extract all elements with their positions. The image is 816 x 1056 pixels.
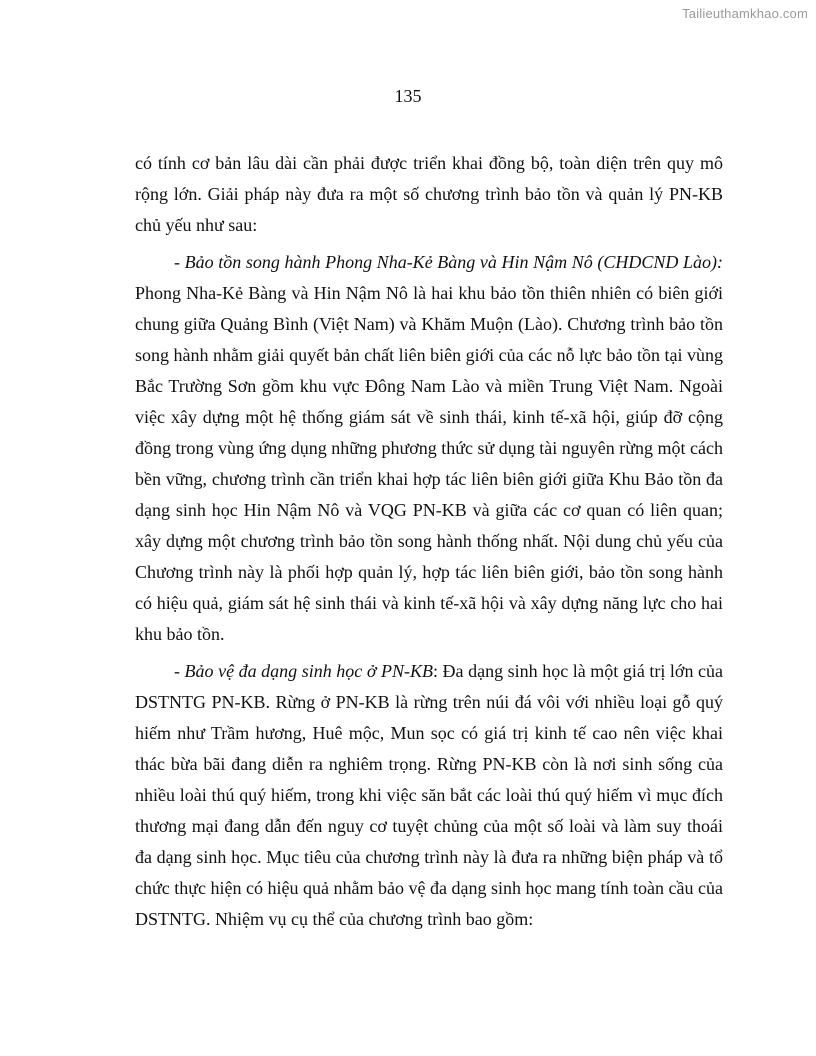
- paragraph-heading: - Bảo tồn song hành Phong Nha-Kẻ Bàng và Hin Nậm Nô (CHDCND Lào):: [174, 252, 723, 272]
- page-number: 135: [394, 86, 422, 106]
- paragraph-heading: - Bảo vệ đa dạng sinh học ở PN-KB: [174, 661, 433, 681]
- paragraph-parallel-conservation: [135, 247, 723, 650]
- paragraph-intro: [135, 148, 723, 241]
- paragraph-text: có tính cơ bản lâu dài cần phải được triển khai đồng bộ, toàn diện trên quy mô rộng lớn. Giải pháp này đưa ra một số chương trình bảo tồn và quản lý PN-KB chủ yếu như sau:: [135, 153, 723, 235]
- paragraph-text: : Đa dạng sinh học là một giá trị lớn của DSTNTG PN-KB. Rừng ở PN-KB là rừng trên núi đá vôi với nhiều loại gỗ quý hiếm như Trầm hương, Huê mộc, Mun sọc có giá trị kinh tế cao nên việc khai thác bừa bãi đang diễn ra nghiêm trọng. Rừng PN-KB còn là nơi sinh sống của nhiều loài thú quý hiếm, trong khi việc săn bắt các loài thú quý hiếm vì mục đích thương mại đang dẫn đến nguy cơ tuyệt chủng của một số loài và làm suy thoái đa dạng sinh học. Mục tiêu của chương trình này là đưa ra những biện pháp và tổ chức thực hiện có hiệu quả nhằm bảo vệ đa dạng sinh học mang tính toàn cầu của DSTNTG. Nhiệm vụ cụ thể của chương trình bao gồm:: [135, 661, 723, 929]
- paragraph-text: Phong Nha-Kẻ Bàng và Hin Nậm Nô là hai khu bảo tồn thiên nhiên có biên giới chung giữa Quảng Bình (Việt Nam) và Khăm Muộn (Lào). Chương trình bảo tồn song hành nhằm giải quyết bản chất liên biên giới của các nỗ lực bảo tồn tại vùng Bắc Trường Sơn gồm khu vực Đông Nam Lào và miền Trung Việt Nam. Ngoài việc xây dựng một hệ thống giám sát về sinh thái, kinh tế-xã hội, giúp đỡ cộng đồng trong vùng ứng dụng những phương thức sử dụng tài nguyên rừng một cách bền vững, chương trình cần triển khai hợp tác liên biên giới giữa Khu Bảo tồn đa dạng sinh học Hin Nậm Nô và VQG PN-KB và giữa các cơ quan có liên quan; xây dựng một chương trình bảo tồn song hành thống nhất. Nội dung chủ yếu của Chương trình này là phối hợp quản lý, hợp tác liên biên giới, bảo tồn song hành có hiệu quả, giám sát hệ sinh thái và kinh tế-xã hội và xây dựng năng lực cho hai khu bảo tồn.: [135, 283, 723, 644]
- paragraph-biodiversity-protection: [135, 656, 723, 935]
- document-body: [135, 148, 723, 941]
- watermark: Tailieuthamkhao.com: [682, 6, 808, 21]
